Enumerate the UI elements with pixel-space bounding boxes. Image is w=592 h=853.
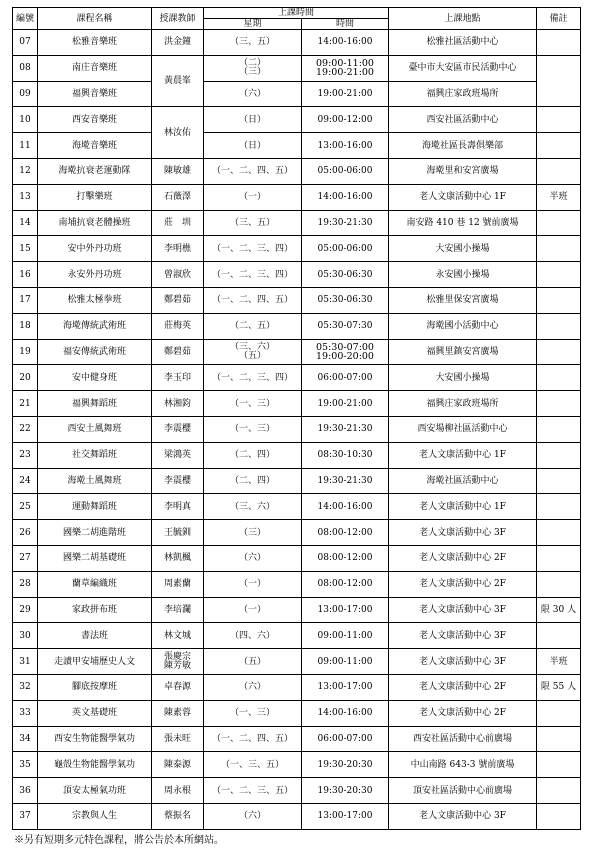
- weekday: [204, 55, 302, 81]
- course-name: 安中健身班: [38, 365, 152, 391]
- table-row: [13, 803, 581, 829]
- note: [537, 158, 581, 184]
- weekday-line-1: （三、六）: [229, 341, 275, 352]
- table-row: [13, 133, 581, 159]
- class-time-line-2: 19:00-20:00: [316, 350, 374, 362]
- location: 海墘社區長壽俱樂部: [389, 133, 537, 159]
- table-row: [13, 81, 581, 107]
- course-name: 國樂二胡進階班: [38, 520, 152, 546]
- course-number: 18: [13, 313, 38, 339]
- table-row: [13, 55, 581, 81]
- course-name: 書法班: [38, 623, 152, 649]
- note: 半班: [537, 184, 581, 210]
- table-row: [13, 391, 581, 417]
- course-name: 西安生物能醫學氣功: [38, 726, 152, 752]
- note: 限 30 人: [537, 597, 581, 623]
- location: 老人文康活動中心 3F: [389, 520, 537, 546]
- location: 海墘國小活動中心: [389, 313, 537, 339]
- weekday: （五）: [204, 649, 302, 675]
- course-name: 南埔抗衰老體操班: [38, 210, 152, 236]
- teacher-name: 黃晨峯: [152, 55, 204, 107]
- course-name: 南庄音樂班: [38, 55, 152, 81]
- weekday-line-2: （三）: [238, 67, 266, 78]
- note: [537, 236, 581, 262]
- teacher-name-line-2: 陳芳敏: [163, 660, 191, 671]
- weekday: （二、四）: [204, 442, 302, 468]
- course-name: 海墘傳統武術班: [38, 313, 152, 339]
- course-number: 34: [13, 726, 38, 752]
- table-row: [13, 30, 581, 56]
- location: 福興庄家政班場所: [389, 391, 537, 417]
- course-name: 走讀甲安埔歷史人文: [38, 649, 152, 675]
- class-time: 19:30-20:30: [302, 752, 389, 778]
- table-row: [13, 184, 581, 210]
- teacher-name: 蔡振名: [152, 803, 204, 829]
- location: 老人文康活動中心 2F: [389, 674, 537, 700]
- course-number: 28: [13, 571, 38, 597]
- table-row: [13, 287, 581, 313]
- class-time: 19:30-20:30: [302, 778, 389, 804]
- course-number: 24: [13, 468, 38, 494]
- class-time: 14:00-16:00: [302, 30, 389, 56]
- header-time: 時間: [302, 19, 389, 30]
- note: [537, 365, 581, 391]
- class-time: 08:00-12:00: [302, 520, 389, 546]
- class-time: 09:00-12:00: [302, 107, 389, 133]
- course-name: 英文基礎班: [38, 700, 152, 726]
- course-number: 29: [13, 597, 38, 623]
- note: [537, 287, 581, 313]
- note: [537, 262, 581, 288]
- weekday: （六）: [204, 803, 302, 829]
- teacher-name-line-1: 張慶宗: [163, 651, 191, 662]
- weekday: （三、五）: [204, 210, 302, 236]
- class-time: 05:30-06:30: [302, 287, 389, 313]
- course-number: 35: [13, 752, 38, 778]
- weekday-line-1: （二）: [238, 58, 266, 69]
- class-time-line-1: 05:30-07:00: [316, 341, 374, 353]
- note: [537, 55, 581, 107]
- course-number: 31: [13, 649, 38, 675]
- location: 頂安社區活動中心前廣場: [389, 778, 537, 804]
- weekday: （六）: [204, 545, 302, 571]
- table-row: [13, 236, 581, 262]
- course-name: 西安音樂班: [38, 107, 152, 133]
- class-time: 05:00-06:00: [302, 236, 389, 262]
- class-time: 14:00-16:00: [302, 494, 389, 520]
- course-number: 17: [13, 287, 38, 313]
- note: [537, 803, 581, 829]
- location: 西安社區活動中心: [389, 107, 537, 133]
- course-name: 國樂二胡基礎班: [38, 545, 152, 571]
- table-row: [13, 674, 581, 700]
- weekday: [204, 339, 302, 365]
- location: 臺中市大安區市民活動中心: [389, 55, 537, 81]
- weekday: （六）: [204, 674, 302, 700]
- class-time: 05:30-07:30: [302, 313, 389, 339]
- course-name: 松雅音樂班: [38, 30, 152, 56]
- class-time: 09:00-11:00: [302, 623, 389, 649]
- location: 老人文康活動中心 2F: [389, 700, 537, 726]
- note: [537, 752, 581, 778]
- weekday: （三、五）: [204, 30, 302, 56]
- table-row: [13, 442, 581, 468]
- course-number: 30: [13, 623, 38, 649]
- course-number: 08: [13, 55, 38, 81]
- weekday: （二、四）: [204, 468, 302, 494]
- location: 南安路 410 巷 12 號前廣場: [389, 210, 537, 236]
- table-row: [13, 494, 581, 520]
- location: 西安社區活動中心前廣場: [389, 726, 537, 752]
- course-number: 09: [13, 81, 38, 107]
- note: [537, 520, 581, 546]
- course-name: 永安外丹功班: [38, 262, 152, 288]
- class-time: 09:00-11:00: [302, 649, 389, 675]
- note: [537, 391, 581, 417]
- table-body: [13, 30, 581, 830]
- course-number: 13: [13, 184, 38, 210]
- teacher-name: 林凱楓: [152, 545, 204, 571]
- class-time: 08:30-10:30: [302, 442, 389, 468]
- location: 西安場柳社區活動中心: [389, 416, 537, 442]
- weekday: （一、二、三、四）: [204, 365, 302, 391]
- header-teacher: 授課教師: [152, 8, 204, 30]
- teacher-name: 莊 圳: [152, 210, 204, 236]
- location: 大安國小操場: [389, 236, 537, 262]
- course-number: 36: [13, 778, 38, 804]
- teacher-name: 李明樵: [152, 236, 204, 262]
- header-weekday: 星期: [204, 19, 302, 30]
- weekday: （一）: [204, 184, 302, 210]
- note: [537, 571, 581, 597]
- teacher-name: 李培瀾: [152, 597, 204, 623]
- teacher-name: 李震櫻: [152, 468, 204, 494]
- table-row: [13, 597, 581, 623]
- weekday: （四、六）: [204, 623, 302, 649]
- course-number: 27: [13, 545, 38, 571]
- location: 松雅社區活動中心: [389, 30, 537, 56]
- note: [537, 545, 581, 571]
- note: 半班: [537, 649, 581, 675]
- course-number: 16: [13, 262, 38, 288]
- teacher-name: 鄭碧茹: [152, 287, 204, 313]
- location: 老人文康活動中心 1F: [389, 494, 537, 520]
- note: 限 55 人: [537, 674, 581, 700]
- weekday: （一）: [204, 597, 302, 623]
- note: [537, 726, 581, 752]
- class-time: 05:00-06:00: [302, 158, 389, 184]
- class-time: 19:30-21:30: [302, 416, 389, 442]
- class-time: [302, 339, 389, 365]
- table-row: [13, 210, 581, 236]
- location: 老人文康活動中心 2F: [389, 571, 537, 597]
- weekday: （一、三、五）: [204, 752, 302, 778]
- course-name: 打擊樂班: [38, 184, 152, 210]
- course-name: 海墘音樂班: [38, 133, 152, 159]
- course-name: 福興舞蹈班: [38, 391, 152, 417]
- note: [537, 107, 581, 133]
- course-name: 海墘土風舞班: [38, 468, 152, 494]
- table-row: [13, 752, 581, 778]
- header-schedule: 上課時間: [204, 8, 389, 19]
- teacher-name: 陳泰源: [152, 752, 204, 778]
- weekday: （一、二、三、五）: [204, 778, 302, 804]
- table-row: [13, 262, 581, 288]
- note: [537, 313, 581, 339]
- course-name: 家政拼布班: [38, 597, 152, 623]
- course-number: 21: [13, 391, 38, 417]
- note: [537, 778, 581, 804]
- weekday: （一、三）: [204, 416, 302, 442]
- location: 海墘社區活動中心: [389, 468, 537, 494]
- class-time: 19:30-21:30: [302, 210, 389, 236]
- course-name: 福興音樂班: [38, 81, 152, 107]
- weekday: （六）: [204, 81, 302, 107]
- table-row: [13, 158, 581, 184]
- course-name: 龜殼生物能醫學氣功: [38, 752, 152, 778]
- location: 福興里鎮安宮廣場: [389, 339, 537, 365]
- table-row: [13, 416, 581, 442]
- course-name: 頂安太極氣功班: [38, 778, 152, 804]
- table-row: [13, 520, 581, 546]
- course-number: 15: [13, 236, 38, 262]
- weekday: （一、三）: [204, 700, 302, 726]
- course-name: 松雅太極拳班: [38, 287, 152, 313]
- class-time: 06:00-07:00: [302, 365, 389, 391]
- table-row: [13, 623, 581, 649]
- table-row: [13, 545, 581, 571]
- note: [537, 339, 581, 365]
- weekday: （三、六）: [204, 494, 302, 520]
- class-time: 13:00-16:00: [302, 133, 389, 159]
- weekday-line-2: （五）: [238, 350, 266, 361]
- header-location: 上課地點: [389, 8, 537, 30]
- course-name: 西安土風舞班: [38, 416, 152, 442]
- course-name: 海墘抗衰老運動隊: [38, 158, 152, 184]
- teacher-name: 陳素蓉: [152, 700, 204, 726]
- note: [537, 210, 581, 236]
- location: 老人文康活動中心 3F: [389, 597, 537, 623]
- weekday: （三）: [204, 520, 302, 546]
- location: 福興庄家政班場所: [389, 81, 537, 107]
- teacher-name: 梁鴻英: [152, 442, 204, 468]
- note: [537, 442, 581, 468]
- course-table: [12, 7, 581, 830]
- course-name: 社交舞蹈班: [38, 442, 152, 468]
- class-time: 14:00-16:00: [302, 700, 389, 726]
- course-number: 19: [13, 339, 38, 365]
- location: 老人文康活動中心 3F: [389, 649, 537, 675]
- location: 永安國小操場: [389, 262, 537, 288]
- note: [537, 416, 581, 442]
- teacher-name: 曾淑欣: [152, 262, 204, 288]
- class-time: 13:00-17:00: [302, 803, 389, 829]
- class-time: 05:30-06:30: [302, 262, 389, 288]
- course-number: 26: [13, 520, 38, 546]
- teacher-name: 鄭碧茹: [152, 339, 204, 365]
- weekday: （二、五）: [204, 313, 302, 339]
- course-number: 22: [13, 416, 38, 442]
- weekday: （一、二、三、四）: [204, 262, 302, 288]
- teacher-name: 洪金鐘: [152, 30, 204, 56]
- teacher-name: 李震櫻: [152, 416, 204, 442]
- table-row: [13, 107, 581, 133]
- course-number: 32: [13, 674, 38, 700]
- table-row: [13, 339, 581, 365]
- location: 大安國小操場: [389, 365, 537, 391]
- teacher-name: 石薇澤: [152, 184, 204, 210]
- weekday: （一、二、四、五）: [204, 726, 302, 752]
- location: 松雅里保安宮廣場: [389, 287, 537, 313]
- teacher-name: 林汝佑: [152, 107, 204, 159]
- teacher-name: 林文城: [152, 623, 204, 649]
- weekday: （一）: [204, 571, 302, 597]
- note: [537, 133, 581, 159]
- class-time: 14:00-16:00: [302, 184, 389, 210]
- weekday: （日）: [204, 107, 302, 133]
- location: 中山南路 643-3 號前廣場: [389, 752, 537, 778]
- class-time: 19:30-21:30: [302, 468, 389, 494]
- teacher-name: 李明真: [152, 494, 204, 520]
- weekday: （一、二、三、四）: [204, 236, 302, 262]
- weekday: （一、三）: [204, 391, 302, 417]
- course-number: 11: [13, 133, 38, 159]
- location: 老人文康活動中心 3F: [389, 623, 537, 649]
- note: [537, 623, 581, 649]
- weekday: （日）: [204, 133, 302, 159]
- location: 海墘里和安宮廣場: [389, 158, 537, 184]
- table-row: [13, 365, 581, 391]
- note: [537, 30, 581, 56]
- class-time: 19:00-21:00: [302, 81, 389, 107]
- teacher-name: 周素蘭: [152, 571, 204, 597]
- class-time: 13:00-17:00: [302, 674, 389, 700]
- course-number: 12: [13, 158, 38, 184]
- teacher-name: 林湘鈞: [152, 391, 204, 417]
- course-number: 10: [13, 107, 38, 133]
- note: [537, 494, 581, 520]
- course-number: 25: [13, 494, 38, 520]
- teacher-name: 卓春源: [152, 674, 204, 700]
- table-header: [13, 8, 581, 30]
- table-row: [13, 726, 581, 752]
- location: 老人文康活動中心 1F: [389, 184, 537, 210]
- teacher-name: 張未旺: [152, 726, 204, 752]
- location: 老人文康活動中心 2F: [389, 545, 537, 571]
- header-course: 課程名稱: [38, 8, 152, 30]
- course-number: 14: [13, 210, 38, 236]
- table-row: [13, 468, 581, 494]
- note: [537, 700, 581, 726]
- teacher-name: 李玉印: [152, 365, 204, 391]
- header-note: 備註: [537, 8, 581, 30]
- class-time: 06:00-07:00: [302, 726, 389, 752]
- table-row: [13, 700, 581, 726]
- location: 老人文康活動中心 1F: [389, 442, 537, 468]
- weekday: （一、二、四、五）: [204, 287, 302, 313]
- course-number: 33: [13, 700, 38, 726]
- teacher-name: 陳敏雄: [152, 158, 204, 184]
- note: [537, 468, 581, 494]
- course-name: 福安傳統武術班: [38, 339, 152, 365]
- course-name: 安中外丹功班: [38, 236, 152, 262]
- table-row: [13, 649, 581, 675]
- class-time: 19:00-21:00: [302, 391, 389, 417]
- header-no: 編號: [13, 8, 38, 30]
- table-row: [13, 313, 581, 339]
- course-name: 蘭草編織班: [38, 571, 152, 597]
- class-time-line-1: 09:00-11:00: [316, 58, 374, 70]
- table-row: [13, 571, 581, 597]
- class-time: 13:00-17:00: [302, 597, 389, 623]
- class-time: 08:00-12:00: [302, 545, 389, 571]
- class-time-line-2: 19:00-21:00: [316, 67, 374, 79]
- location: 老人文康活動中心 3F: [389, 803, 537, 829]
- course-name: 宗教與人生: [38, 803, 152, 829]
- teacher-name: 莊梅英: [152, 313, 204, 339]
- teacher-name: 周永根: [152, 778, 204, 804]
- table-row: [13, 778, 581, 804]
- teacher-name: 王毓釧: [152, 520, 204, 546]
- course-number: 20: [13, 365, 38, 391]
- course-number: 23: [13, 442, 38, 468]
- course-number: 07: [13, 30, 38, 56]
- course-name: 腳底按摩班: [38, 674, 152, 700]
- class-time: 08:00-12:00: [302, 571, 389, 597]
- teacher-name: [152, 649, 204, 675]
- course-number: 37: [13, 803, 38, 829]
- footnote: ※另有短期多元特色課程，將公告於本所網站。: [14, 835, 224, 846]
- weekday: （一、二、四、五）: [204, 158, 302, 184]
- course-name: 運動舞蹈班: [38, 494, 152, 520]
- class-time: [302, 55, 389, 81]
